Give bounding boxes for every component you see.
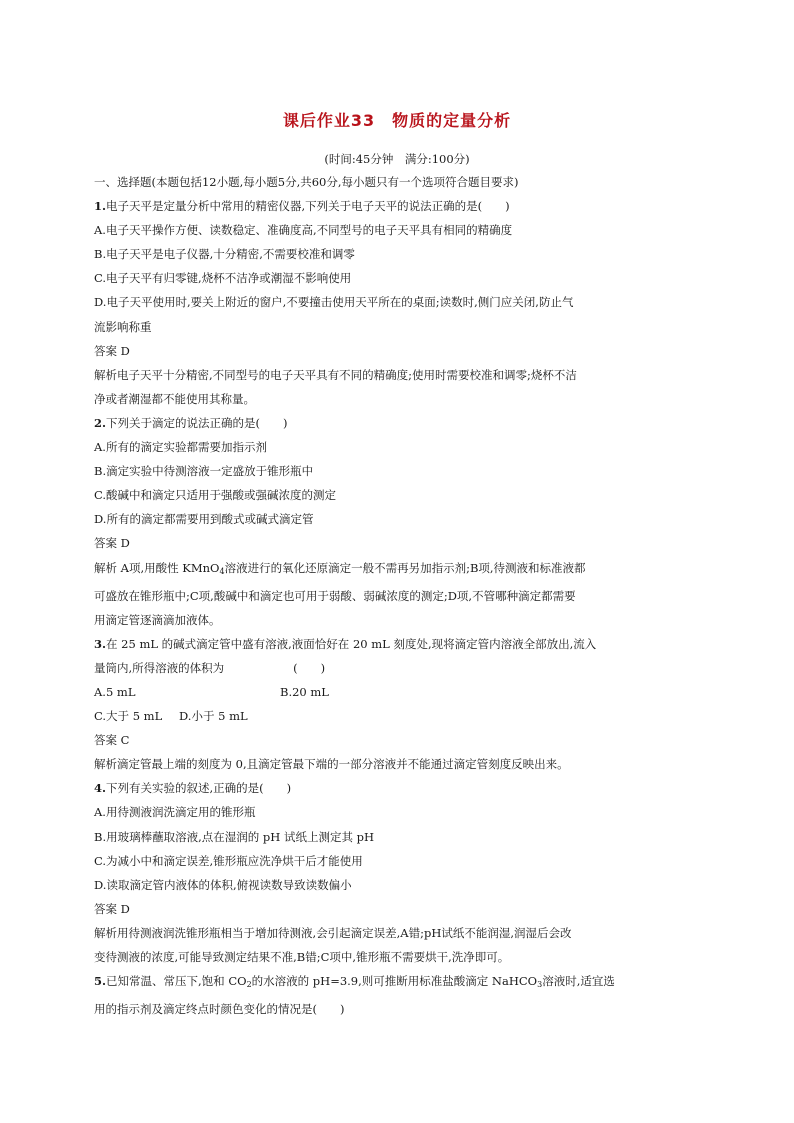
section-heading: 一、选择题(本题包括12小题,每小题5分,共60分,每小题只有一个选项符合题目要求) [94, 175, 519, 189]
question-text: 下列关于滴定的说法正确的是( ) [106, 415, 288, 430]
answer-line: 答案 D [94, 343, 130, 358]
question-2-stem [94, 411, 700, 435]
option-c: C.大于 5 mL [94, 709, 163, 724]
analysis-line: 解析滴定管最上端的刻度为 0,且滴定管最下端的一部分溶液并不能通过滴定管刻度反映出来。 [94, 757, 569, 772]
question-number: 4. [94, 781, 107, 796]
question-1-stem [94, 194, 700, 218]
option-line: 流影响称重 [94, 319, 152, 334]
question-5-stem [94, 969, 700, 997]
question-number: 3. [94, 636, 107, 651]
question-text: 已知常温、常压下,饱和 CO [106, 974, 247, 989]
question-number: 1. [94, 199, 107, 214]
analysis-line [94, 556, 700, 584]
question-number: 5. [94, 974, 107, 989]
analysis-line: 解析用待测液润洗锥形瓶相当于增加待测液,会引起滴定误差,A错;pH试纸不能润湿,润湿后会改 [94, 925, 572, 940]
analysis-text: 溶液进行的氧化还原滴定一般不需再另加指示剂;B项,待测液和标准液都 [224, 560, 586, 575]
option-line: D.读取滴定管内液体的体积,俯视读数导致读数偏小 [94, 877, 352, 892]
analysis-line: 可盛放在锥形瓶中;C项,酸碱中和滴定也可用于弱酸、弱碱浓度的测定;D项,不管哪种滴定都需要 [94, 588, 576, 603]
option-line: A.所有的滴定实验都需要加指示剂 [94, 440, 267, 455]
option-row [94, 680, 700, 704]
question-text: 电子天平是定量分析中常用的精密仪器,下列关于电子天平的说法正确的是( ) [106, 199, 510, 214]
analysis-line: 变待测液的浓度,可能导致测定结果不准,B错;C项中,锥形瓶不需要烘干,洗净即可。 [94, 950, 510, 964]
page-subtitle: (时间:45分钟 满分:100分) [324, 152, 470, 166]
question-number: 2. [94, 415, 107, 430]
question-3-stem [94, 632, 700, 656]
subscript: 3 [537, 980, 543, 990]
question-text: 在 25 mL 的碱式滴定管中盛有溶液,液面恰好在 20 mL 刻度处,现将滴定管内溶液全部放出,流入 [106, 636, 597, 651]
subscript: 4 [219, 566, 225, 576]
option-a: A.5 mL [94, 684, 136, 699]
answer-line: 答案 D [94, 901, 130, 916]
question-text-cont: 量筒内,所得溶液的体积为 ( ) [94, 660, 326, 675]
option-b: B.20 mL [280, 684, 329, 699]
analysis-line: 解析电子天平十分精密,不同型号的电子天平具有不同的精确度;使用时需要校准和调零;烧杯不洁 [94, 367, 577, 382]
answer-line: 答案 D [94, 536, 130, 551]
option-line: D.所有的滴定都需要用到酸式或碱式滴定管 [94, 512, 314, 527]
question-4-stem [94, 776, 700, 800]
page-title: 课后作业33 物质的定量分析 [282, 111, 512, 130]
question-text: 的水溶液的 pH=3.9,则可推断用标准盐酸滴定 NaHCO [251, 974, 538, 989]
option-line: C.电子天平有归零键,烧杯不洁净或潮湿不影响使用 [94, 271, 352, 286]
option-d: D.小于 5 mL [179, 709, 248, 724]
option-line: B.用玻璃棒蘸取溶液,点在湿润的 pH 试纸上测定其 pH [94, 829, 375, 844]
option-line: D.电子天平使用时,要关上附近的窗户,不要撞击使用天平所在的桌面;读数时,侧门应关闭,防止气 [94, 295, 574, 310]
option-line: B.电子天平是电子仪器,十分精密,不需要校准和调零 [94, 247, 355, 262]
answer-line: 答案 C [94, 733, 130, 748]
question-text: 下列有关实验的叙述,正确的是( ) [106, 781, 292, 796]
option-line: A.用待测液润洗滴定用的锥形瓶 [94, 805, 256, 820]
option-line: C.为减小中和滴定误差,锥形瓶应洗净烘干后才能使用 [94, 853, 363, 868]
analysis-line: 用滴定管逐滴滴加液体。 [94, 612, 221, 627]
option-line: A.电子天平操作方便、读数稳定、准确度高,不同型号的电子天平具有相同的精确度 [94, 223, 513, 238]
option-line: B.滴定实验中待测溶液一定盛放于锥形瓶中 [94, 464, 314, 479]
subscript: 2 [246, 980, 252, 990]
option-line: C.酸碱中和滴定只适用于强酸或强碱浓度的测定 [94, 488, 337, 503]
option-row [94, 704, 700, 728]
analysis-line: 净或者潮湿都不能使用其称量。 [94, 391, 255, 406]
analysis-text: 解析 A项,用酸性 KMnO [94, 560, 220, 575]
question-text-cont: 用的指示剂及滴定终点时颜色变化的情况是( ) [94, 1002, 345, 1017]
question-text: 溶液时,适宜选 [542, 974, 615, 989]
question-content [94, 170, 700, 1021]
